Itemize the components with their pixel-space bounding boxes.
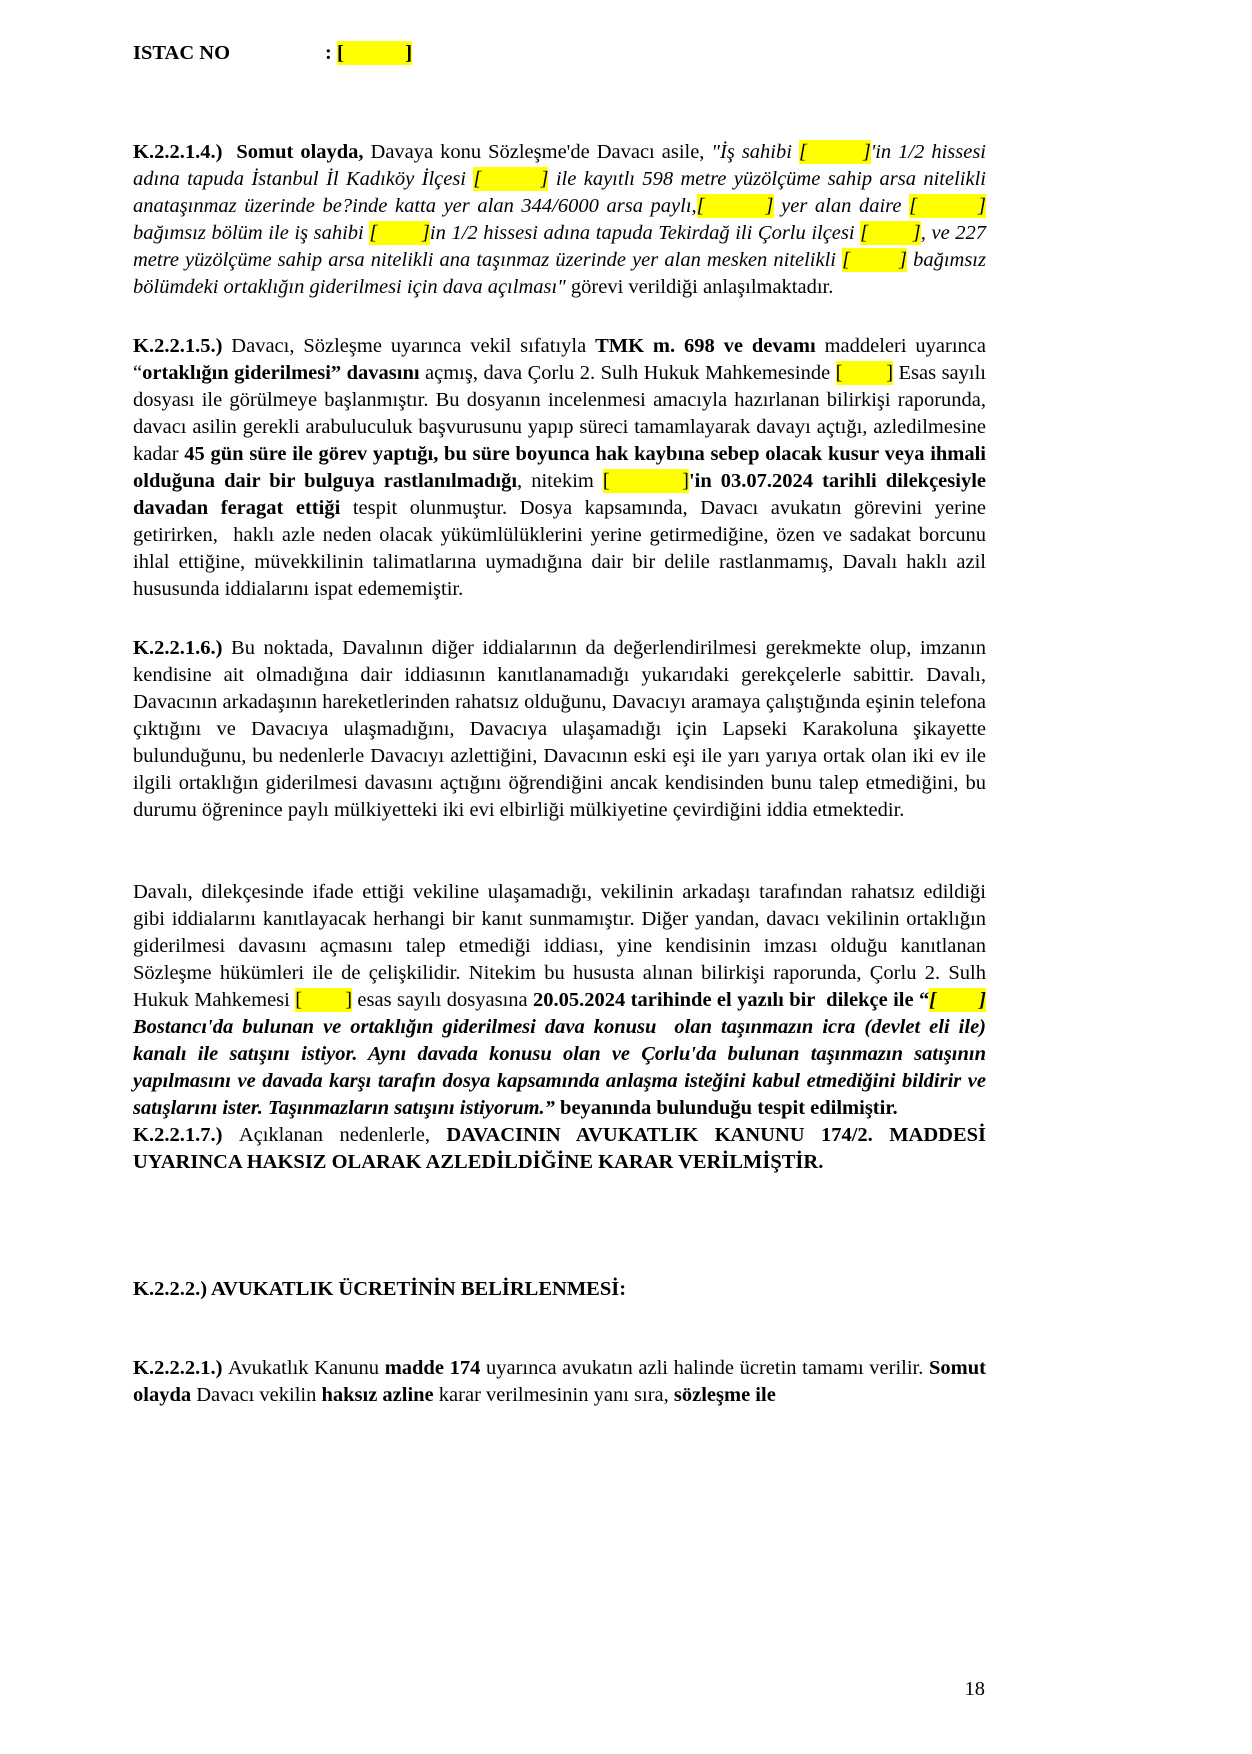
section-heading-k-2-2-2 (133, 1276, 986, 1303)
text-run: , ve 227 metre yüzölçüme sahip arsa nitelikli ana taşınmaz üzerinde yer alan mesken nitelikli (133, 222, 986, 271)
text-run: Açıklanan nedenlerle, (238, 1124, 447, 1146)
text-run: , nitekim (517, 470, 603, 492)
text-run: 'in 03.07.2024 tarihli dilekçesiyle davadan feragat ettiği (133, 470, 986, 519)
text-run: Esas sayılı dosyası ile görülmeye başlanmıştır. Bu dosyanın incelenmesi amacıyla hazırlanan bilirkişi raporunda, davacı asilin gerekli arabuluculuk başvurusunu yapıp süreci tamamlayarak davayı açtığı, azledilmesine kadar (133, 362, 986, 465)
text-run: sözleşme ile (673, 1384, 776, 1406)
text-run: beyanında bulunduğu tespit edilmiştir. (560, 1097, 898, 1119)
redacted-text: [ ] (909, 195, 986, 217)
redacted-text: [ ] (798, 141, 871, 163)
text-run: madde 174 (384, 1357, 486, 1379)
text-run: bağımsız bölüm ile iş sahibi (133, 222, 370, 244)
text-run: Somut olayda (133, 1357, 986, 1406)
redacted-text: [ ] (696, 195, 774, 217)
text-run: yer alan daire (773, 195, 910, 217)
text-run: ile kayıtlı 598 metre yüzölçüme sahip arsa nitelikli anataşınmaz üzerinde be?inde katta yer alan 344/6000 arsa paylı, (133, 168, 986, 217)
page-number: 18 (964, 1678, 985, 1700)
text-run: K.2.2.2.) AVUKATLIK ÜCRETİNİN BELİRLENMESİ: (133, 1278, 627, 1300)
text-run: karar verilmesinin yanı sıra, (438, 1384, 674, 1406)
text-run: Davacı, Sözleşme uyarınca vekil sıfatıyla (231, 335, 596, 357)
text-run: tespit olunmuştur. Dosya kapsamında, Davacı avukatın görevini yerine getirirken, haklı azle neden olacak yükümlülüklerini yerine getirmediğine, özen ve sadakat borcunu ihlal ettiğine, müvekkilinin talimatlarına uymadığına dair bir delile rastlanmamış, Davalı haklı azil hususunda iddialarını ispat edememiştir. (133, 497, 986, 600)
text-run: 'in 1/2 hissesi adına tapuda İstanbul İl Kadıköy İlçesi (133, 141, 986, 190)
text-run: Bostancı'da bulunan ve ortaklığın giderilmesi dava konusu olan taşınmazın icra (devlet eli ile) kanalı ile satışını istiyor. Aynı davada konusu olan ve Çorlu'da bulunan taşınmazın satışının yapılmasını ve davada karşı tarafın dosya kapsamında anlaşma isteğini kabul etmediğini bildirir ve satışlarını ister. Taşınmazların satışını istiyorum.” (133, 1016, 986, 1119)
text-run: TMK m. 698 ve devamı (595, 335, 825, 357)
page-content (133, 40, 986, 1409)
redacted-text: [ ] (473, 168, 549, 190)
text-run: DAVACININ AVUKATLIK KANUNU 174/2. MADDESİ UYARINCA HAKSIZ OLARAK AZLEDİLDİĞİNE KARAR VERİLMİŞTİR. (133, 1124, 987, 1173)
text-run: maddeleri uyarınca “ (133, 335, 986, 384)
document-header-istac-no (133, 40, 986, 67)
paragraph-k-2-2-1-7 (133, 1122, 986, 1176)
text-run: Davalı, dilekçesinde ifade ettiği vekiline ulaşamadığı, vekilinin arkadaşı tarafından rahatsız edildiği gibi iddialarını kanıtlayacak herhangi bir kanıt sunmamıştır. Diğer yandan, davacı vekilinin ortaklığın giderilmesi davasını açmasını talep etmediği iddiası, yine kendisinin imzası olduğu kanıtlanan Sözleşme hükümleri ile de çelişkilidir. Nitekim bu husustа alınan bilirkişi raporunda, Çorlu 2. Sulh Hukuk Mahkemesi (133, 881, 986, 1011)
redacted-text: [ ] (929, 989, 986, 1011)
text-run: K.2.2.1.5.) (133, 335, 232, 357)
text-run: Davaya konu Sözleşme'de Davacı asile, (370, 141, 712, 163)
text-run: Avukatlık Kanunu (228, 1357, 385, 1379)
text-run: 45 gün süre ile görev yaptığı, bu süre boyunca hak kaybına sebep olacak kusur veya ihmali olduğuna dair bir bulguya rastlanılmadığı (133, 443, 987, 492)
text-run: "İş sahibi (711, 141, 799, 163)
text-run: K.2.2.2.1.) (133, 1357, 229, 1379)
text-run: bağımsız bölümdeki ortaklığın giderilmesi için dava açılması" (133, 249, 986, 298)
text-run: uyarınca avukatın azli halinde ücretin tamamı verilir. (485, 1357, 930, 1379)
paragraph-unnumbered (133, 879, 986, 1122)
redacted-text: [ ] (602, 470, 689, 492)
text-run: 20.05.2024 tarihinde el yazılı bir dilekçe ile “ (533, 989, 930, 1011)
text-run: Davacı vekilin (196, 1384, 322, 1406)
redacted-text: [ ] (860, 222, 921, 244)
text-run: in 1/2 hissesi adına tapuda Tekirdağ ili Çorlu ilçesi (429, 222, 861, 244)
redacted-text: [ ] (842, 249, 907, 271)
redacted-text: [ ] (295, 989, 353, 1011)
paragraph-k-2-2-1-6 (133, 635, 986, 824)
text-run: esas sayılı dosyasına (352, 989, 534, 1011)
text-run: K.2.2.1.7.) (133, 1124, 239, 1146)
text-run: K.2.2.1.6.) (133, 637, 232, 659)
text-run: Bu noktada, Davalının diğer iddialarının da değerlendirilmesi gerekmekte olup, imzanın kendisine ait olmadığına dair iddiasının kanıtlanamadığı yukarıdaki gerekçelerle sabittir. Davalı, Davacının arkadaşının hareketlerinden rahatsız olduğunu, Davacıyı aramaya çalıştığında eşinin telefona çıktığını ve Davacıya ulaşmadığını, Davacıya ulaşamadığı için Lapseki Karakoluna şikayette bulunduğunu, bu nedenlerle Davacıyı azlettiğini, Davacının eski eşi ile yarı yarıya ortak olan iki ev ile ilgili ortaklığın giderilmesi davasını açtığını öğrendiğini ancak kendisinden bunu talep etmediğini, bu durumu öğrenince paylı mülkiyetteki iki evi elbirliği mülkiyetine çevirdiğini iddia etmektedir. (133, 637, 986, 821)
paragraph-k-2-2-1-4 (133, 139, 986, 301)
text-run: : (325, 42, 337, 64)
redacted-text: [ ] (369, 222, 430, 244)
redacted-text: [ ] (835, 362, 894, 384)
paragraph-k-2-2-2-1 (133, 1355, 986, 1409)
redacted-text: [ ] (336, 42, 413, 64)
text-run: açmış, dava Çorlu 2. Sulh Hukuk Mahkemesinde (425, 362, 836, 384)
text-run: ISTAC NO (133, 42, 231, 64)
text-run: görevi verildiği anlaşılmaktadır. (570, 276, 834, 298)
text-run: ortaklığın giderilmesi” davasını (142, 362, 426, 384)
text-run: haksız azline (321, 1384, 439, 1406)
paragraph-k-2-2-1-5 (133, 333, 986, 603)
text-run: K.2.2.1.4.) Somut olayda, (133, 141, 371, 163)
